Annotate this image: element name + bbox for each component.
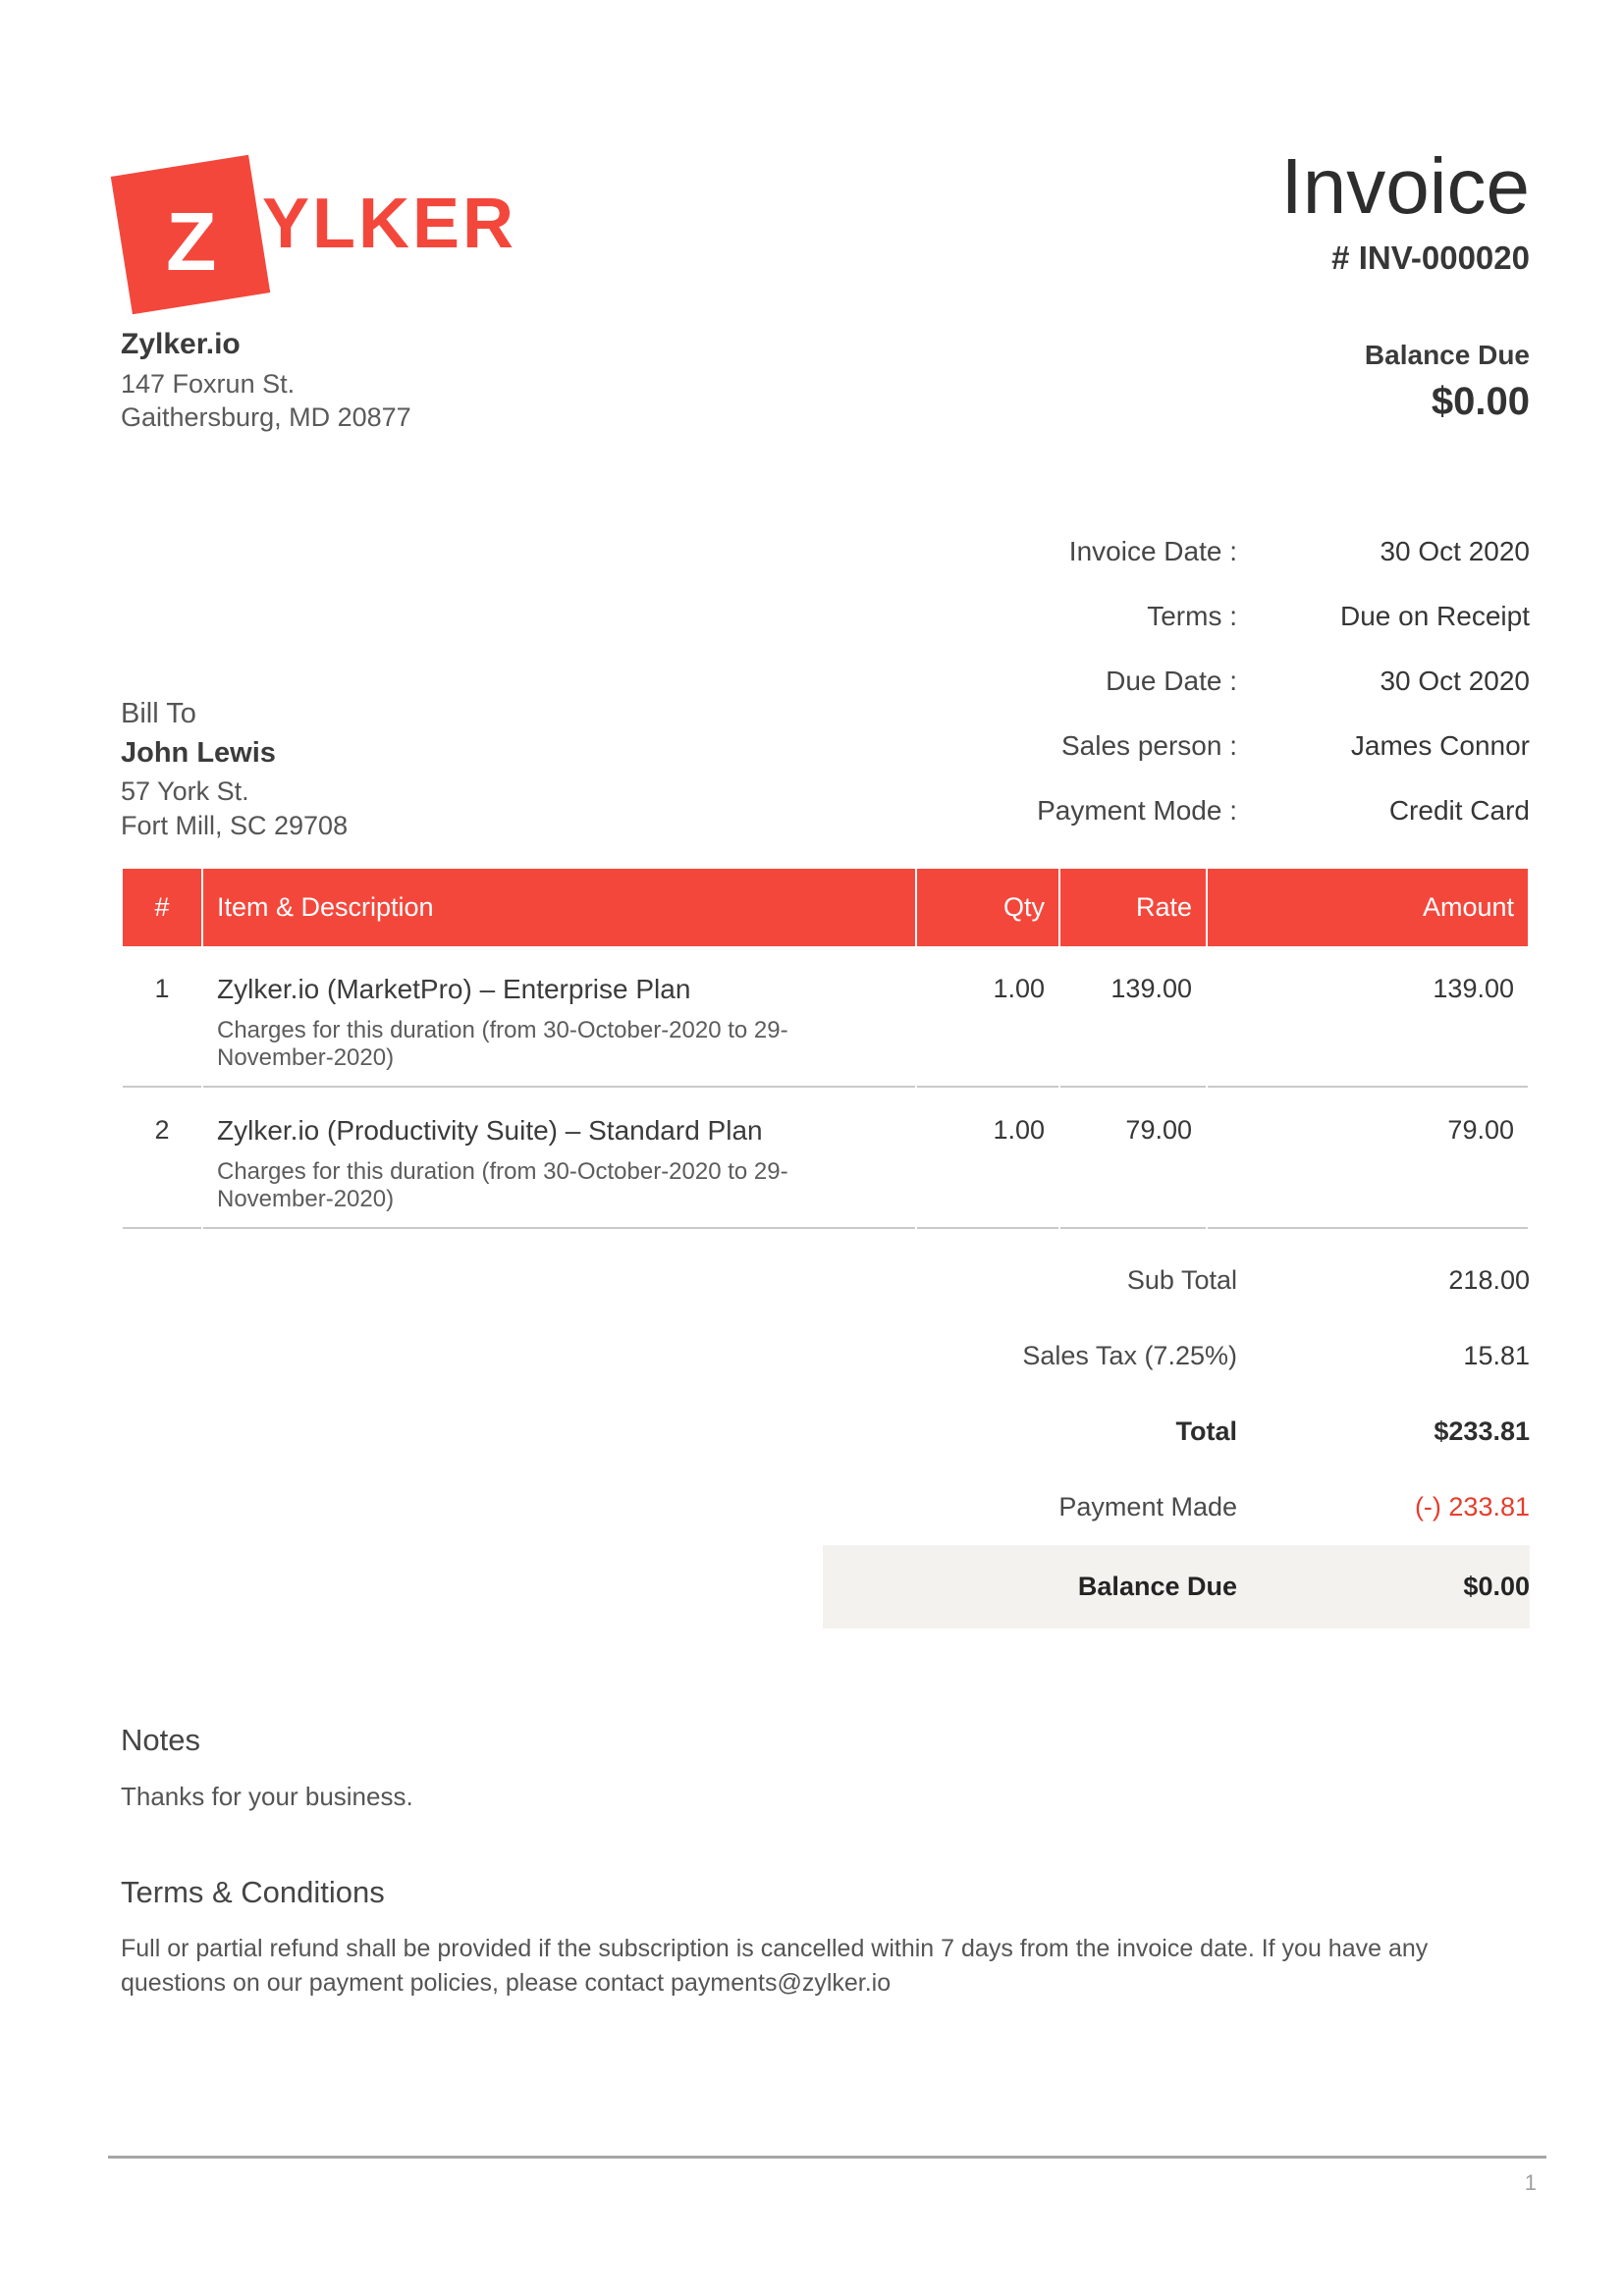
item-number: 2 (123, 1088, 201, 1229)
detail-row-due-date (823, 649, 1530, 714)
item-description: Charges for this duration (from 30-October-2020 to 29-November-2020) (217, 1157, 788, 1212)
company-address-block (121, 328, 411, 435)
page-title: Invoice (1280, 142, 1530, 230)
company-address-line1: 147 Foxrun St. (121, 369, 296, 399)
detail-label: Terms : (1147, 600, 1237, 631)
total-row-payment-made (823, 1469, 1530, 1545)
company-address-line2: Gaithersburg, MD 20877 (121, 401, 411, 432)
notes-text: Thanks for your business. (121, 1781, 413, 1811)
item-description: Charges for this duration (from 30-October-2020 to 29-November-2020) (217, 1016, 788, 1071)
bill-to-label: Bill To (121, 698, 196, 730)
balance-due-label: Balance Due (1364, 340, 1530, 370)
terms-text: Full or partial refund shall be provided if the subscription is cancelled within 7 days from the invoice date. If you have any questions on our payment policies, please contact payments@zylker.io (121, 1934, 1429, 1997)
column-header-num: # (123, 869, 201, 946)
item-title: Zylker.io (Productivity Suite) – Standard Plan (217, 1114, 763, 1146)
total-label: Balance Due (1077, 1571, 1237, 1601)
totals-block (823, 1243, 1530, 1629)
company-name: Zylker.io (121, 328, 241, 360)
column-header-qty: Qty (917, 869, 1058, 946)
items-table (121, 869, 1530, 1229)
detail-label: Sales person : (1061, 729, 1237, 761)
item-qty: 1.00 (917, 946, 1058, 1088)
logo-letter: Z (166, 194, 217, 288)
item-rate: 79.00 (1060, 1088, 1206, 1229)
company-address (121, 368, 411, 435)
logo-square-icon (111, 155, 270, 314)
bill-to-name: John Lewis (121, 737, 276, 770)
terms-section (121, 1875, 1530, 2001)
page-number: 1 (1524, 2170, 1537, 2195)
detail-label: Due Date : (1106, 665, 1237, 696)
item-number: 1 (123, 946, 201, 1088)
bill-to-address (121, 774, 348, 842)
item-title: Zylker.io (MarketPro) – Enterprise Plan (217, 973, 691, 1004)
total-label: Sub Total (1126, 1264, 1237, 1295)
total-value: 218.00 (1448, 1264, 1530, 1295)
detail-value: 30 Oct 2020 (1380, 665, 1530, 696)
total-value: 15.81 (1463, 1340, 1530, 1370)
item-qty: 1.00 (917, 1088, 1058, 1229)
bill-to-address-line2: Fort Mill, SC 29708 (121, 810, 349, 840)
logo-wordmark: YLKER (262, 185, 517, 263)
detail-row-sales-person (823, 714, 1530, 778)
item-amount: 139.00 (1208, 946, 1528, 1088)
company-logo (121, 145, 516, 304)
total-row-balance-due (823, 1545, 1530, 1629)
billing-meta-row (121, 519, 1530, 843)
invoice-details-block (823, 519, 1530, 843)
total-label: Payment Made (1058, 1491, 1237, 1522)
column-header-rate: Rate (1060, 869, 1206, 946)
total-value: $233.81 (1434, 1415, 1530, 1446)
items-table-header (123, 869, 1528, 946)
total-row-total (823, 1394, 1530, 1469)
notes-section (121, 1723, 1530, 1812)
detail-label: Invoice Date : (1068, 535, 1237, 566)
detail-value: James Connor (1350, 729, 1530, 761)
terms-heading: Terms & Conditions (121, 1874, 385, 1909)
balance-due-value: $0.00 (1431, 380, 1530, 423)
detail-row-terms (823, 584, 1530, 649)
header-right (1280, 142, 1530, 304)
detail-value: Credit Card (1388, 794, 1530, 826)
table-row (123, 1088, 1528, 1229)
detail-row-invoice-date (823, 519, 1530, 584)
page-footer (108, 2156, 1546, 2196)
detail-value: Due on Receipt (1339, 600, 1530, 631)
total-label: Sales Tax (7.25%) (1022, 1340, 1237, 1370)
company-balance-row (121, 328, 1530, 435)
item-amount: 79.00 (1208, 1088, 1528, 1229)
item-rate: 139.00 (1060, 946, 1206, 1088)
bill-to-block (121, 698, 348, 842)
detail-label: Payment Mode : (1037, 794, 1237, 826)
table-row (123, 946, 1528, 1088)
detail-row-payment-mode (823, 778, 1530, 843)
invoice-number: # INV-000020 (1331, 240, 1530, 276)
total-label: Total (1175, 1415, 1237, 1446)
total-row-subtotal (823, 1243, 1530, 1318)
column-header-item-description: Item & Description (203, 869, 915, 946)
item-description-cell (203, 946, 915, 1088)
header (121, 142, 1530, 304)
total-value: $0.00 (1463, 1571, 1530, 1601)
column-header-amount: Amount (1208, 869, 1528, 946)
detail-value: 30 Oct 2020 (1380, 535, 1530, 566)
item-description-cell (203, 1088, 915, 1229)
total-row-sales-tax (823, 1318, 1530, 1394)
notes-heading: Notes (121, 1722, 200, 1757)
bill-to-address-line1: 57 York St. (121, 776, 249, 807)
total-value: (-) 233.81 (1414, 1491, 1530, 1522)
balance-due-block (1365, 340, 1530, 435)
